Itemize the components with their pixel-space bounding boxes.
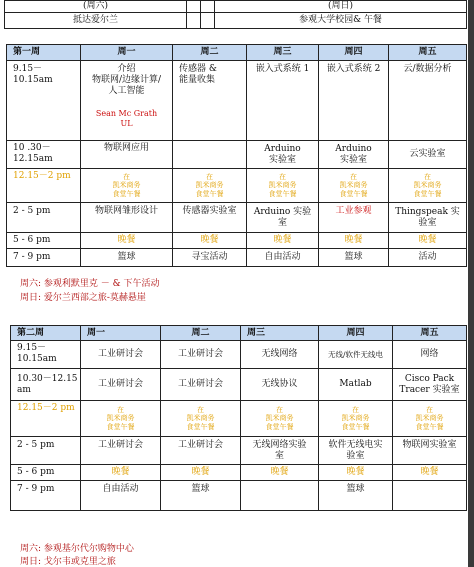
week1-cell-2-2: 在 凯米商务 食堂午餐 xyxy=(247,169,319,203)
week1-header-0: 第一周 xyxy=(7,45,81,61)
week2-cell-4-2: 晚餐 xyxy=(241,465,319,481)
week2-cell-3-0: 工业研讨会 xyxy=(81,437,161,465)
speaker-name: Sean Mc Grath UL xyxy=(95,109,158,128)
sat-text: 抵达爱尔兰 xyxy=(5,13,187,29)
week1-cell-5-1: 寻宝活动 xyxy=(173,249,247,267)
week2-cell-5-0: 自由活动 xyxy=(81,481,161,511)
week2-cell-3-2: 无线网络实验 室 xyxy=(241,437,319,465)
week2-cell-4-0: 晚餐 xyxy=(81,465,161,481)
week1-time-2: 12.15－2 pm xyxy=(7,169,81,203)
week1-cell-1-0: 物联网应用 xyxy=(81,141,173,169)
week1-time-3: 2 - 5 pm xyxy=(7,203,81,233)
week2-cell-5-4 xyxy=(393,481,467,511)
week1-cell-3-0: 物联网雏形设计 xyxy=(81,203,173,233)
week2-cell-2-3: 在 凯米商务 食堂午餐 xyxy=(319,401,393,437)
week1-time-5: 7 - 9 pm xyxy=(7,249,81,267)
week1-cell-3-2: Arduino 实验 室 xyxy=(247,203,319,233)
week2-cell-0-2: 无线网络 xyxy=(241,341,319,369)
week2-cell-0-0: 工业研讨会 xyxy=(81,341,161,369)
week2-header-3: 周三 xyxy=(241,326,319,341)
week2-time-1: 10.30－12.15 am xyxy=(11,369,81,401)
week2-cell-1-4: Cisco Pack Tracer 实验室 xyxy=(393,369,467,401)
week1-cell-1-3: Arduino 实验室 xyxy=(319,141,389,169)
week2-cell-2-0: 在 凯米商务 食堂午餐 xyxy=(81,401,161,437)
week2-cell-0-1: 工业研讨会 xyxy=(161,341,241,369)
week2-cell-2-4: 在 凯米商务 食堂午餐 xyxy=(393,401,467,437)
week1-cell-2-4: 在 凯米商务 食堂午餐 xyxy=(389,169,467,203)
week2-table xyxy=(10,325,467,511)
week1-cell-2-3: 在 凯米商务 食堂午餐 xyxy=(319,169,389,203)
week2-time-4: 5 - 6 pm xyxy=(11,465,81,481)
week2-header-4: 周四 xyxy=(319,326,393,341)
week1-cell-3-3: 工业参观 xyxy=(319,203,389,233)
week1-time-1: 10 .30－12.15am xyxy=(7,141,81,169)
sat-label: (周六) xyxy=(5,1,187,13)
week2-cell-3-4: 物联网实验室 xyxy=(393,437,467,465)
week2-time-5: 7 - 9 pm xyxy=(11,481,81,511)
week1-cell-0-2: 嵌入式系统 1 xyxy=(247,61,319,141)
week1-cell-text: 介绍 物联网/边缘计算/ 人工智能 xyxy=(91,64,162,96)
week1-table xyxy=(6,44,467,267)
week2-cell-4-3: 晚餐 xyxy=(319,465,393,481)
week1-cell-1-1 xyxy=(173,141,247,169)
week2-cell-4-1: 晚餐 xyxy=(161,465,241,481)
week2-header-1: 周一 xyxy=(81,326,161,341)
week1-cell-5-2: 自由活动 xyxy=(247,249,319,267)
week2-cell-4-4: 晚餐 xyxy=(393,465,467,481)
week2-header-0: 第二周 xyxy=(11,326,81,341)
week2-cell-5-1: 篮球 xyxy=(161,481,241,511)
week2-cell-0-4: 网络 xyxy=(393,341,467,369)
week1-header-5: 周五 xyxy=(389,45,467,61)
week2-cell-2-2: 在 凯米商务 食堂午餐 xyxy=(241,401,319,437)
week1-header-3: 周三 xyxy=(247,45,319,61)
week2-cell-1-1: 工业研讨会 xyxy=(161,369,241,401)
week1-cell-1-2: Arduino 实验室 xyxy=(247,141,319,169)
week2-time-2: 12.15－2 pm xyxy=(11,401,81,437)
week1-header-2: 周二 xyxy=(173,45,247,61)
week1-cell-1-4: 云实验室 xyxy=(389,141,467,169)
week1-header-4: 周四 xyxy=(319,45,389,61)
week1-cell-3-4: Thingspeak 实 验室 xyxy=(389,203,467,233)
week1-time-4: 5 - 6 pm xyxy=(7,233,81,249)
week2-cell-5-2 xyxy=(241,481,319,511)
week1-cell-0-3: 嵌入式系统 2 xyxy=(319,61,389,141)
week2-cell-1-2: 无线协议 xyxy=(241,369,319,401)
week2-cell-1-3: Matlab xyxy=(319,369,393,401)
week1-cell-5-0: 篮球 xyxy=(81,249,173,267)
week2-cell-3-1: 工业研讨会 xyxy=(161,437,241,465)
week1-cell-2-0: 在 凯米商务 食堂午餐 xyxy=(81,169,173,203)
week1-cell-0-4: 云/数据分析 xyxy=(389,61,467,141)
week2-cell-1-0: 工业研讨会 xyxy=(81,369,161,401)
top-weekend-table xyxy=(4,0,467,29)
week1-cell-4-4: 晚餐 xyxy=(389,233,467,249)
week1-cell-2-1: 在 凯米商务 食堂午餐 xyxy=(173,169,247,203)
week1-note-sat: 周六: 参观利默里克 － & 下午活动 xyxy=(20,279,160,289)
week1-cell-4-2: 晚餐 xyxy=(247,233,319,249)
week2-cell-2-1: 在 凯米商务 食堂午餐 xyxy=(161,401,241,437)
week2-header-2: 周二 xyxy=(161,326,241,341)
week2-cell-3-3: 软件无线电实 验室 xyxy=(319,437,393,465)
week1-cell-3-1: 传感器实验室 xyxy=(173,203,247,233)
week1-cell-5-4: 活动 xyxy=(389,249,467,267)
week1-cell-0-1: 传感器 & 能量收集 xyxy=(173,61,247,141)
sun-text: 参观大学校园& 午餐 xyxy=(215,13,467,29)
week2-cell-0-3: 无线/软件无线电 xyxy=(319,341,393,369)
right-edge-band xyxy=(468,0,474,567)
week1-cell-5-3: 篮球 xyxy=(319,249,389,267)
week1-header-1: 周一 xyxy=(81,45,173,61)
week1-cell-4-3: 晚餐 xyxy=(319,233,389,249)
week2-note-sat: 周六: 参观基尔代尔购物中心 xyxy=(20,544,134,554)
week2-time-0: 9.15－10.15am xyxy=(11,341,81,369)
week1-note-sun: 周日: 爱尔兰西部之旅-莫赫悬崖 xyxy=(20,293,146,303)
week1-cell-0-0 xyxy=(81,61,173,141)
week2-header-5: 周五 xyxy=(393,326,467,341)
week1-cell-4-1: 晚餐 xyxy=(173,233,247,249)
week2-note-sun: 周日: 戈尔韦或克里之旅 xyxy=(20,557,116,567)
sun-label: (周日) xyxy=(215,1,467,13)
week1-cell-4-0: 晚餐 xyxy=(81,233,173,249)
week1-time-0: 9.15－10.15am xyxy=(7,61,81,141)
week2-time-3: 2 - 5 pm xyxy=(11,437,81,465)
week2-cell-5-3: 篮球 xyxy=(319,481,393,511)
